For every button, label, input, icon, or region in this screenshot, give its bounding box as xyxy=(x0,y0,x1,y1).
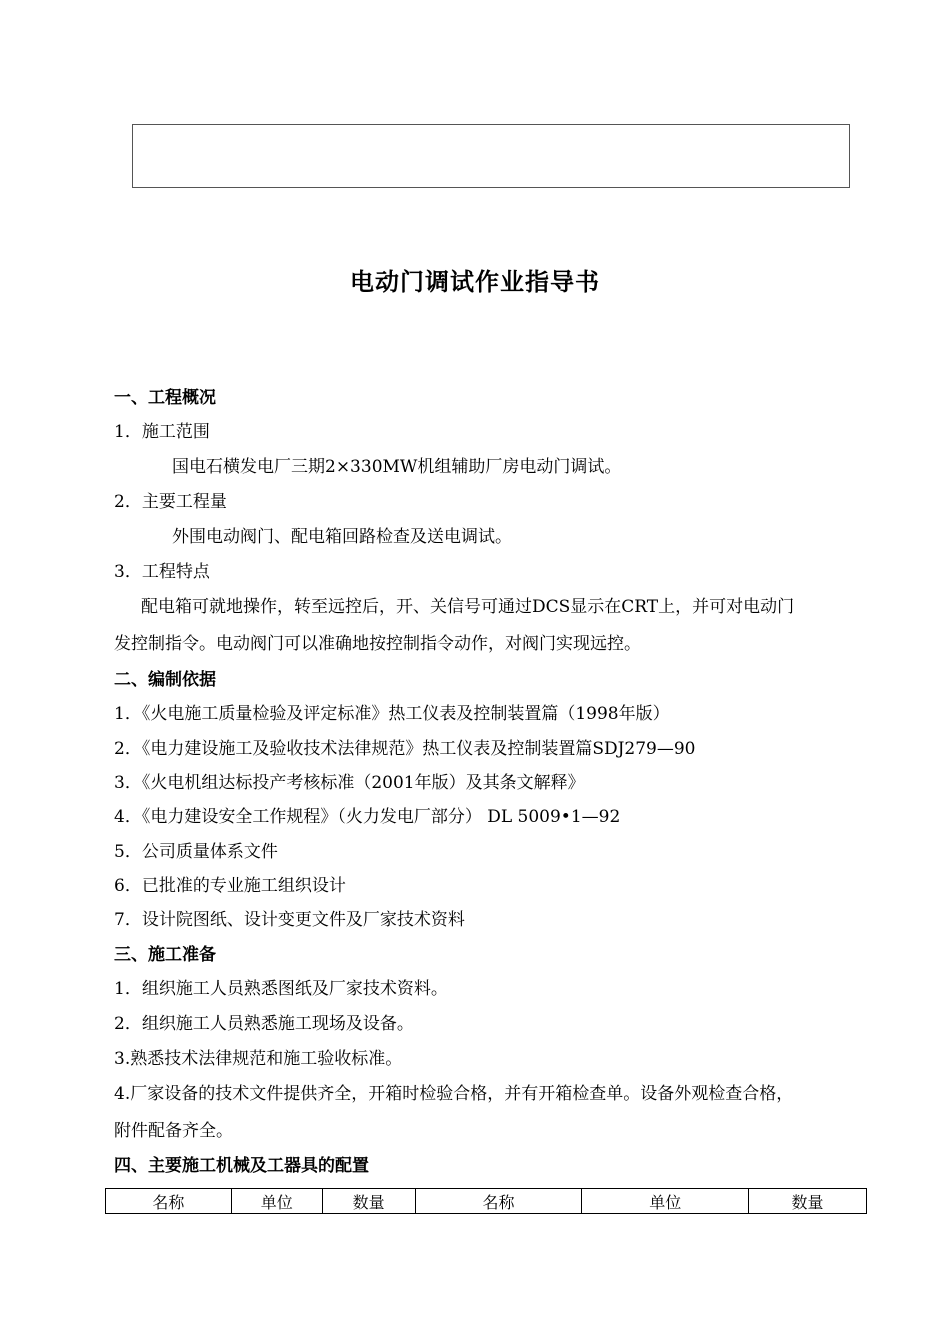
basis-item: 4．《电力建设安全工作规程》（火力发电厂部分） DL 5009•1—92 xyxy=(114,807,621,827)
overview-item: 配电箱可就地操作，转至远控后，开、关信号可通过DCS显示在CRT上，并可对电动门 xyxy=(141,597,795,617)
basis-item: 1．《火电施工质量检验及评定标准》热工仪表及控制装置篇（1998年版） xyxy=(114,704,670,724)
overview-item: 外围电动阀门、配电箱回路检查及送电调试。 xyxy=(172,527,512,547)
section-heading-preparation: 三、施工准备 xyxy=(114,945,216,965)
table-header-row xyxy=(106,1189,867,1214)
equipment-table xyxy=(105,1188,867,1214)
header-box xyxy=(132,124,850,188)
document-title: 电动门调试作业指导书 xyxy=(350,268,600,296)
overview-item: 2．主要工程量 xyxy=(114,492,227,512)
column-header-name: 名称 xyxy=(106,1189,232,1214)
preparation-item: 附件配备齐全。 xyxy=(114,1121,233,1141)
column-header-quantity: 数量 xyxy=(749,1189,867,1214)
overview-item: 国电石横发电厂三期2×330MW机组辅助厂房电动门调试。 xyxy=(172,457,622,477)
section-heading-basis: 二、编制依据 xyxy=(114,670,216,690)
basis-item: 5．公司质量体系文件 xyxy=(114,842,278,862)
overview-item: 发控制指令。电动阀门可以准确地按控制指令动作，对阀门实现远控。 xyxy=(114,634,641,654)
overview-item: 3．工程特点 xyxy=(114,562,210,582)
preparation-item: 1．组织施工人员熟悉图纸及厂家技术资料。 xyxy=(114,979,448,999)
preparation-item: 2．组织施工人员熟悉施工现场及设备。 xyxy=(114,1014,414,1034)
column-header-name: 名称 xyxy=(415,1189,582,1214)
column-header-quantity: 数量 xyxy=(322,1189,415,1214)
column-header-unit: 单位 xyxy=(582,1189,749,1214)
section-heading-equipment: 四、主要施工机械及工器具的配置 xyxy=(114,1156,369,1176)
overview-item: 1．施工范围 xyxy=(114,422,210,442)
basis-item: 7．设计院图纸、设计变更文件及厂家技术资料 xyxy=(114,910,465,930)
section-heading-overview: 一、工程概况 xyxy=(114,388,216,408)
preparation-item: 3.熟悉技术法律规范和施工验收标准。 xyxy=(114,1049,403,1069)
basis-item: 2．《电力建设施工及验收技术法律规范》热工仪表及控制装置篇SDJ279—90 xyxy=(114,739,696,759)
preparation-item: 4.厂家设备的技术文件提供齐全，开箱时检验合格，并有开箱检查单。设备外观检查合格， xyxy=(114,1084,794,1104)
basis-item: 3．《火电机组达标投产考核标准（2001年版）及其条文解释》 xyxy=(114,773,585,793)
basis-item: 6．已批准的专业施工组织设计 xyxy=(114,876,346,896)
column-header-unit: 单位 xyxy=(231,1189,322,1214)
